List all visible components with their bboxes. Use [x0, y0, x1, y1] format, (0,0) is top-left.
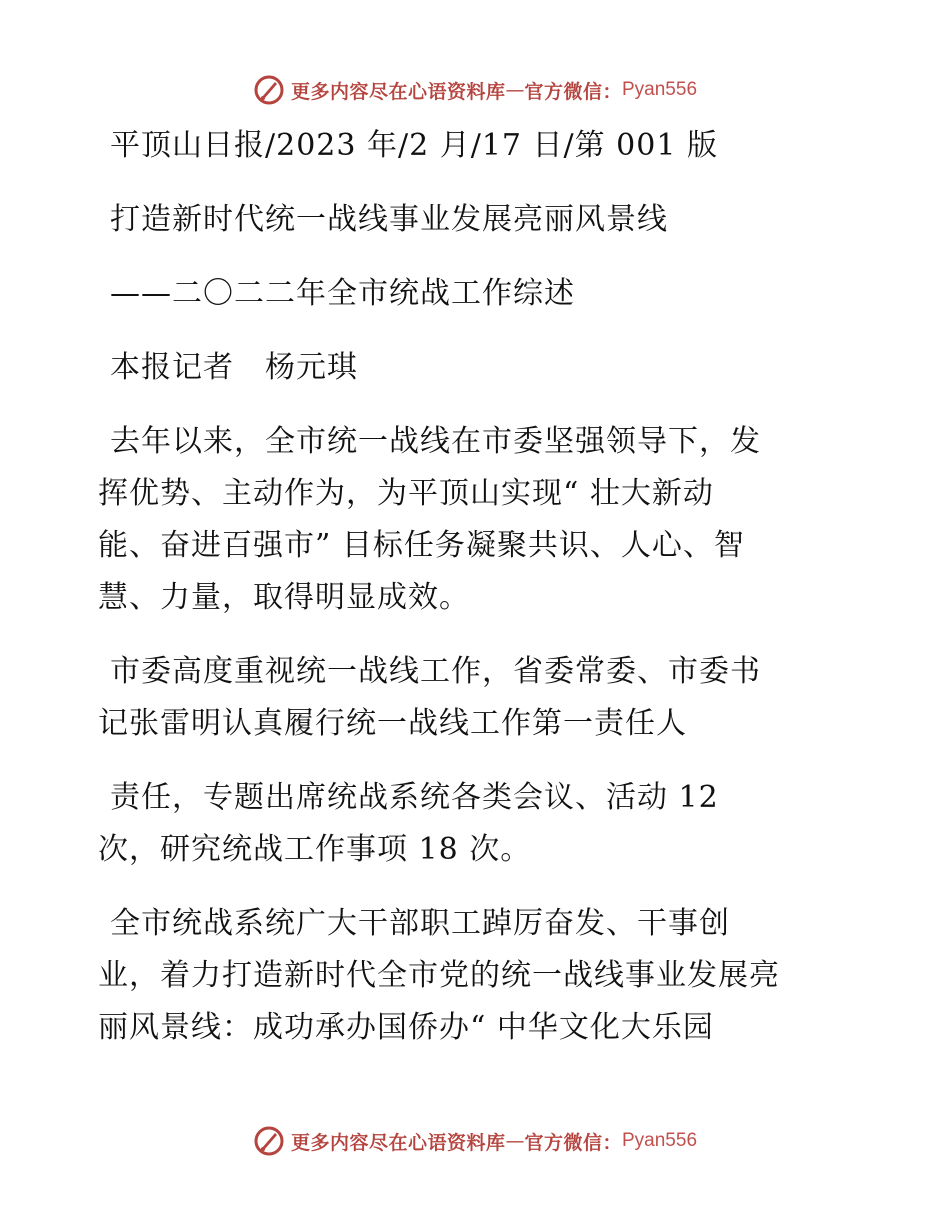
header-watermark-banner — [0, 70, 950, 110]
article-subtitle: ——二〇二二年全市统战工作综述 — [110, 276, 575, 311]
article-title: 打造新时代统一战线事业发展亮丽风景线 — [110, 202, 668, 237]
paragraph-line: 丽风景线：成功承办国侨办“ 中华文化大乐园 — [98, 1010, 714, 1045]
banner-wechat-id: Pyan556 — [622, 1130, 698, 1151]
paragraph-3 — [98, 772, 858, 876]
paragraph-4 — [98, 898, 858, 1054]
paragraph-1 — [98, 416, 858, 624]
footer-watermark-banner — [0, 1121, 950, 1161]
banner-separator: — — [505, 1130, 525, 1152]
paragraph-line: 全市统战系统广大干部职工踔厉奋发、干事创 — [110, 906, 730, 941]
paragraph-line: 市委高度重视统一战线工作，省委常委、市委书 — [110, 654, 761, 689]
paragraph-line: 慧、力量，取得明显成效。 — [98, 580, 470, 615]
quill-logo-icon — [253, 74, 285, 106]
paragraph-line: 能、奋进百强市” 目标任务凝聚共识、人心、智 — [98, 528, 745, 563]
banner-separator: — — [505, 79, 525, 101]
paragraph-line: 去年以来，全市统一战线在市委坚强领导下，发 — [110, 424, 761, 459]
banner-wechat-label: 官方微信： — [524, 1131, 622, 1154]
paragraph-line: 业，着力打造新时代全市党的统一战线事业发展亮 — [98, 958, 780, 993]
quill-logo-icon — [253, 1125, 285, 1157]
banner-wechat-id: Pyan556 — [622, 79, 698, 100]
paragraph-line: 责任，专题出席统战系统各类会议、活动 12 — [110, 780, 719, 815]
paragraph-line: 次，研究统战工作事项 18 次。 — [98, 832, 532, 867]
banner-slogan: 更多内容尽在心语资料库 — [290, 80, 506, 103]
document-body — [98, 120, 858, 1054]
paragraph-line: 挥优势、主动作为，为平顶山实现“ 壮大新动 — [98, 476, 714, 511]
banner-wechat-label: 官方微信： — [524, 80, 622, 103]
article-byline: 本报记者 杨元琪 — [110, 350, 358, 385]
banner-slogan: 更多内容尽在心语资料库 — [290, 1131, 506, 1154]
paragraph-2 — [98, 646, 858, 750]
dateline: 平顶山日报/2023 年/2 月/17 日/第 001 版 — [110, 128, 718, 163]
paragraph-line: 记张雷明认真履行统一战线工作第一责任人 — [98, 706, 687, 741]
